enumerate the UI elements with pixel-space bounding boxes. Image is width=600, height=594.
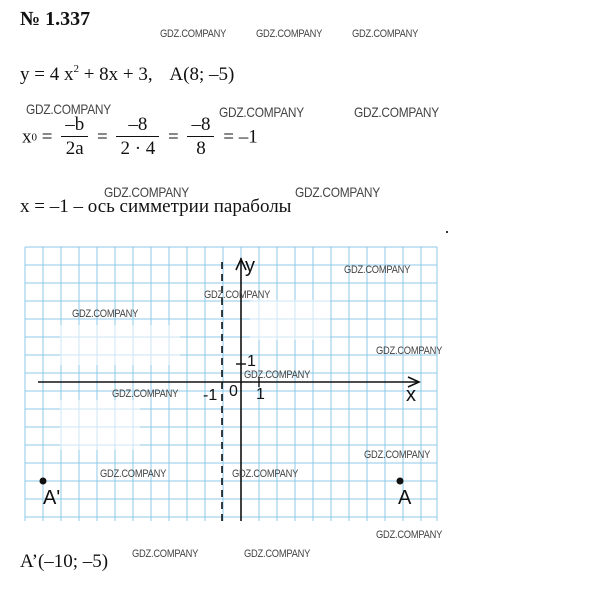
watermark: GDZ.COMPANY xyxy=(26,101,111,117)
watermark: GDZ.COMPANY xyxy=(244,369,311,381)
watermark: GDZ.COMPANY xyxy=(219,104,304,120)
x-axis-label: x xyxy=(406,384,416,406)
watermark: GDZ.COMPANY xyxy=(232,468,299,480)
equation-part-a: y = 4 xyxy=(20,64,60,85)
watermark: GDZ.COMPANY xyxy=(100,468,167,480)
watermark: GDZ.COMPANY xyxy=(72,308,139,320)
watermark: GDZ.COMPANY xyxy=(364,449,431,461)
formula-sub: 0 xyxy=(31,131,37,144)
fraction-2-num: –8 xyxy=(116,114,159,137)
watermark: GDZ.COMPANY xyxy=(376,345,443,357)
point-a-coords: A(8; –5) xyxy=(169,64,235,85)
fraction-3-den: 8 xyxy=(196,138,206,159)
point-a-marker xyxy=(397,478,404,485)
answer-line: A’(–10; –5) xyxy=(20,551,109,572)
y-axis-label: y xyxy=(245,255,255,277)
equation-power: 2 xyxy=(73,63,79,75)
watermark: GDZ.COMPANY xyxy=(160,28,227,40)
watermark: GDZ.COMPANY xyxy=(244,548,311,560)
formula-eq2: = xyxy=(96,126,108,148)
problem-number: № 1.337 xyxy=(20,8,91,30)
formula-eq1: = xyxy=(41,126,53,148)
watermark: GDZ.COMPANY xyxy=(352,28,419,40)
watermark: GDZ.COMPANY xyxy=(376,529,443,541)
point-a-prime-label: A' xyxy=(43,487,61,509)
watermark: GDZ.COMPANY xyxy=(112,388,179,400)
watermark: GDZ.COMPANY xyxy=(344,264,411,276)
equation-part-b: + 8x + 3, xyxy=(83,64,153,85)
watermark: GDZ.COMPANY xyxy=(256,28,323,40)
point-a-prime-marker xyxy=(40,478,47,485)
neg-one-label: -1 xyxy=(203,387,218,404)
formula-x: x xyxy=(22,126,32,148)
watermark: GDZ.COMPANY xyxy=(204,289,271,301)
fraction-2-den: 2 · 4 xyxy=(120,138,156,159)
symmetry-line-text: x = –1 – ось симметрии параболы xyxy=(20,196,292,217)
x-one-label: 1 xyxy=(256,386,265,403)
fraction-1-den: 2a xyxy=(65,138,84,159)
fraction-3-num: –8 xyxy=(187,114,214,137)
equation-var-x: x xyxy=(63,64,74,85)
origin-label: 0 xyxy=(229,383,238,400)
formula-result: = –1 xyxy=(223,126,258,148)
watermark: GDZ.COMPANY xyxy=(354,104,439,120)
y-one-label: 1 xyxy=(247,353,256,370)
watermark: GDZ.COMPANY xyxy=(295,184,380,200)
point-a-label: A xyxy=(398,487,412,509)
watermark: GDZ.COMPANY xyxy=(104,184,189,200)
fraction-1-num: –b xyxy=(61,114,88,137)
formula-eq3: = xyxy=(168,126,179,148)
watermark: GDZ.COMPANY xyxy=(132,548,199,560)
